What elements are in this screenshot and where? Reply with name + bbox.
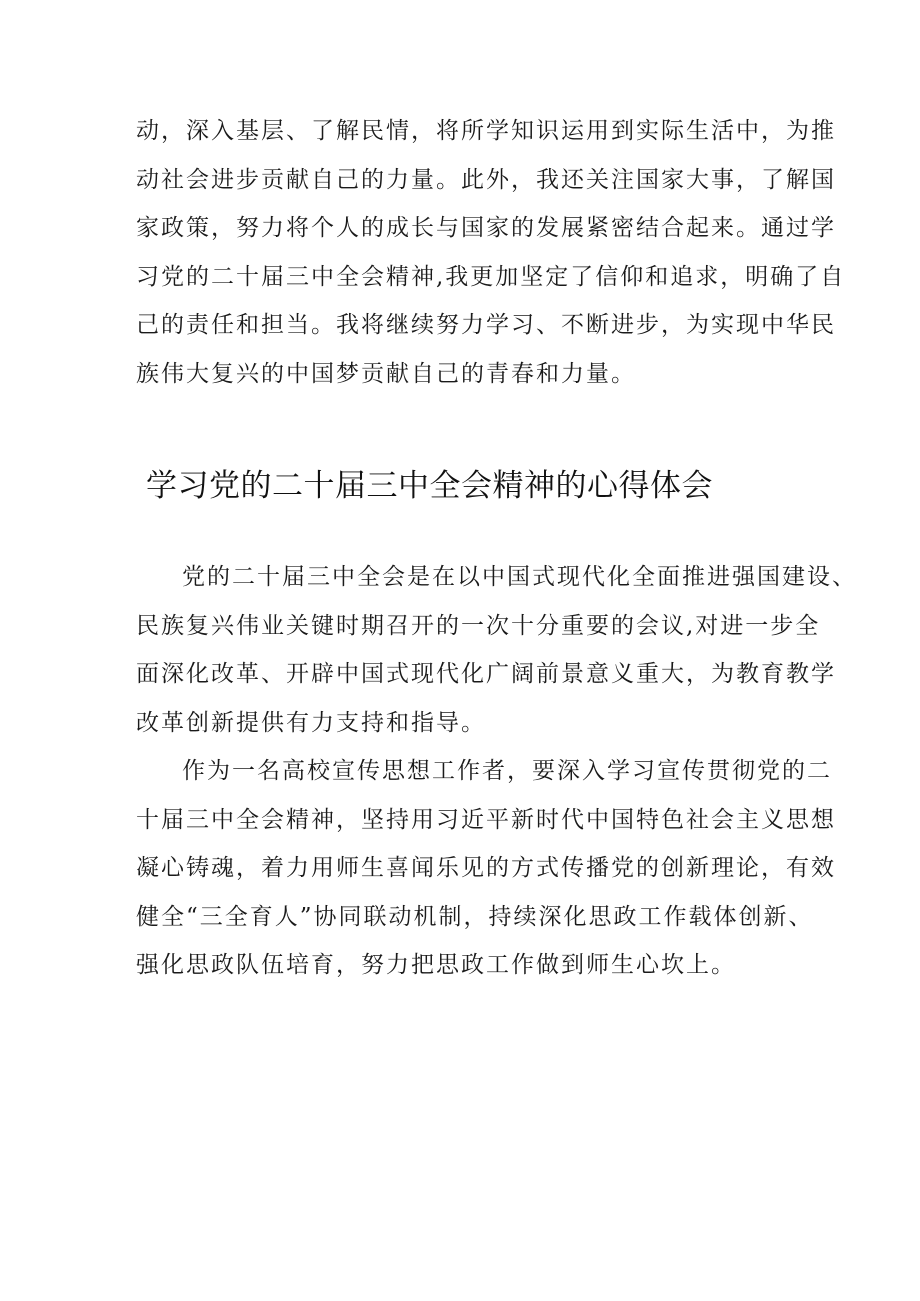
text-line: 作为一名高校宣传思想工作者，要深入学习宣传贯彻党的二 (182, 758, 832, 784)
text-line: 党的二十届三中全会是在以中国式现代化全面推进强国建设、 (182, 564, 857, 590)
text-line: 族伟大复兴的中国梦贡献自己的青春和力量。 (136, 360, 636, 387)
text-line: 十届三中全会精神，坚持用习近平新时代中国特色社会主义思想 (136, 806, 836, 833)
text-line: 动社会进步贡献自己的力量。此外，我还关注国家大事，了解国 (136, 166, 836, 193)
text-line: 健全“三全育人”协同联动机制，持续深化思政工作载体创新、 (136, 903, 814, 930)
text-line: 改革创新提供有力支持和指导。 (136, 709, 486, 736)
section-heading: 学习党的二十届三中全会精神的心得体会 (146, 468, 713, 504)
text-line: 动，深入基层、了解民情，将所学知识运用到实际生活中，为推 (136, 118, 836, 144)
text-line: 面深化改革、开辟中国式现代化广阔前景意义重大，为教育教学 (136, 661, 836, 688)
text-line: 习党的二十届三中全会精神,我更加坚定了信仰和追求，明确了自 (136, 263, 846, 290)
text-line: 家政策，努力将个人的成长与国家的发展紧密结合起来。通过学 (136, 215, 836, 242)
text-line: 己的责任和担当。我将继续努力学习、不断进步，为实现中华民 (136, 312, 836, 339)
text-line: 民族复兴伟业关键时期召开的一次十分重要的会议,对进一步全 (136, 612, 821, 639)
body-paragraph (136, 553, 857, 747)
text-line: 强化思政队伍培育，努力把思政工作做到师生心坎上。 (136, 952, 736, 979)
body-paragraph (136, 747, 836, 990)
text-line: 凝心铸魂，着力用师生喜闻乐见的方式传播党的创新理论，有效 (136, 855, 836, 882)
continuation-paragraph (136, 107, 846, 399)
